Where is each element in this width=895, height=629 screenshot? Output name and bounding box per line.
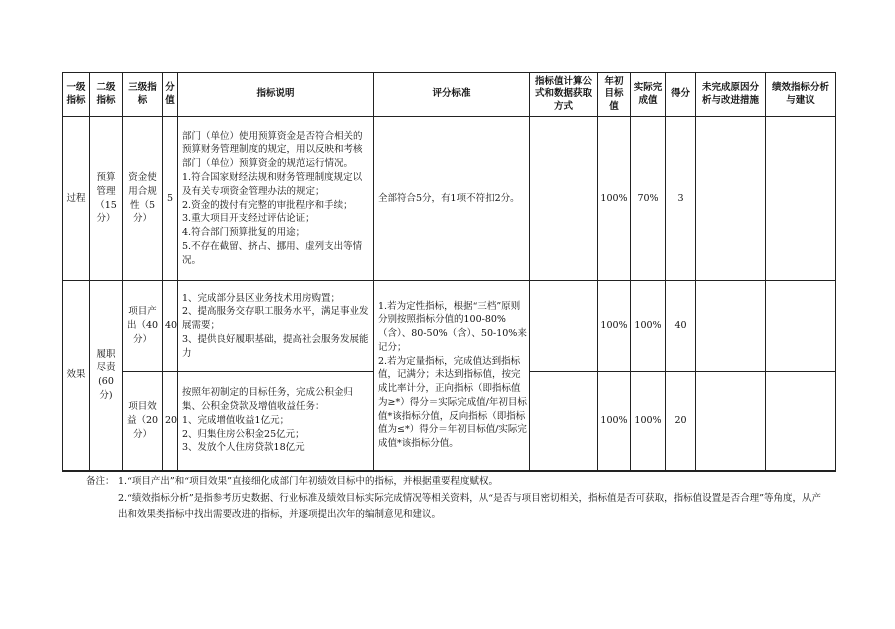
- col-header-reason: 未完成原因分析与改进措施: [696, 73, 766, 117]
- col-header-target: 年初目标值: [598, 73, 631, 117]
- note-text: 2.“绩效指标分析”是指参考历史数据、行业标准及绩效目标实际完成情况等相关资料，从“是否与项目密切相关，指标值是否可获取，指标值设置是否合理”等角度，从产出和效果类指标中找出需要改进的指标，并逐项提出次年的编制意见和建议。: [118, 492, 821, 521]
- col-header-level2: 二级指标: [90, 73, 123, 117]
- level1-cell: 过程: [63, 117, 90, 281]
- level1-cell: 效果: [63, 281, 90, 471]
- note-1: [86, 474, 826, 491]
- points-cell: 3: [666, 117, 696, 281]
- level2-cell: 履职尽责(60分): [90, 281, 123, 471]
- col-header-formula: 指标值计算公式和数据获取方式: [530, 73, 598, 117]
- analysis-cell: [766, 117, 836, 281]
- col-header-analysis: 绩效指标分析与建议: [766, 73, 836, 117]
- reason-cell: [696, 117, 766, 281]
- note-text: 1.“项目产出”和“项目效果”直接细化成部门年初绩效目标中的指标，并根据重要程度赋权。: [118, 476, 498, 487]
- header-row: [63, 73, 836, 117]
- col-header-points: 得分: [666, 73, 696, 117]
- col-header-actual: 实际完成值: [631, 73, 666, 117]
- note-label: 备注：: [86, 476, 115, 487]
- score-cell: 40: [163, 281, 178, 372]
- actual-cell: 100%: [631, 372, 666, 471]
- formula-cell: [530, 281, 598, 372]
- target-cell: 100%: [598, 281, 631, 372]
- points-cell: 40: [666, 281, 696, 372]
- col-header-standard: 评分标准: [374, 73, 530, 117]
- level3-cell: 项目效益（20分）: [123, 372, 163, 471]
- level3-cell: 项目产出（40分）: [123, 281, 163, 372]
- table-row: [63, 281, 836, 372]
- actual-cell: 70%: [631, 117, 666, 281]
- col-header-level1: 一级指标: [63, 73, 90, 117]
- col-header-level3: 三级指标: [123, 73, 163, 117]
- actual-cell: 100%: [631, 281, 666, 372]
- analysis-cell: [766, 281, 836, 372]
- analysis-cell: [766, 372, 836, 471]
- description-cell: 按照年初制定的目标任务，完成公积金归集、公积金贷款及增值收益任务： 1、完成增值收益1亿元； 2、归集住房公积金25亿元； 3、发放个人住房贷款18亿元: [178, 372, 374, 471]
- standard-cell: 全部符合5分，有1项不符扣2分。: [374, 117, 530, 281]
- formula-cell: [530, 372, 598, 471]
- description-cell: 部门（单位）使用预算资金是否符合相关的预算财务管理制度的规定，用以反映和考核部门（单位）预算资金的规范运行情况。 1.符合国家财经法规和财务管理制度规定以及有关专项资金管理办法的规定； 2.资金的拨付有完整的审批程序和手续； 3.重大项目开支经过评估论证； 4.符合部门预算批复的用途； 5.不存在截留、挤占、挪用、虚列支出等情况。: [178, 117, 374, 281]
- points-cell: 20: [666, 372, 696, 471]
- table-row: [63, 117, 836, 281]
- target-cell: 100%: [598, 117, 631, 281]
- performance-table: [62, 72, 836, 472]
- col-header-description: 指标说明: [178, 73, 374, 117]
- formula-cell: [530, 117, 598, 281]
- level2-cell: 预算管理（15分）: [90, 117, 123, 281]
- score-cell: 20: [163, 372, 178, 471]
- description-cell: 1、完成部分县区业务技术用房购置； 2、提高服务交存职工服务水平，满足事业发展需要； 3、提供良好履职基础，提高社会服务发展能力: [178, 281, 374, 372]
- standard-cell: 1.若为定性指标，根据“三档”原则分别按照指标分值的100-80%（含）、80-50%（含）、50-10%来记分； 2.若为定量指标，完成值达到指标值，记满分；未达到指标值，按完成比率计分，正向指标（即指标值为≥*）得分＝实际完成值/年初目标值*该指标分值，反向指标（即指标值为≤*）得分＝年初目标值/实际完成值*该指标分值。: [374, 281, 530, 471]
- col-header-score: 分值: [163, 73, 178, 117]
- target-cell: 100%: [598, 372, 631, 471]
- score-cell: 5: [163, 117, 178, 281]
- reason-cell: [696, 281, 766, 372]
- level3-cell: 资金使用合规性（5分）: [123, 117, 163, 281]
- table-notes: [86, 474, 826, 524]
- note-2: [86, 491, 826, 524]
- reason-cell: [696, 372, 766, 471]
